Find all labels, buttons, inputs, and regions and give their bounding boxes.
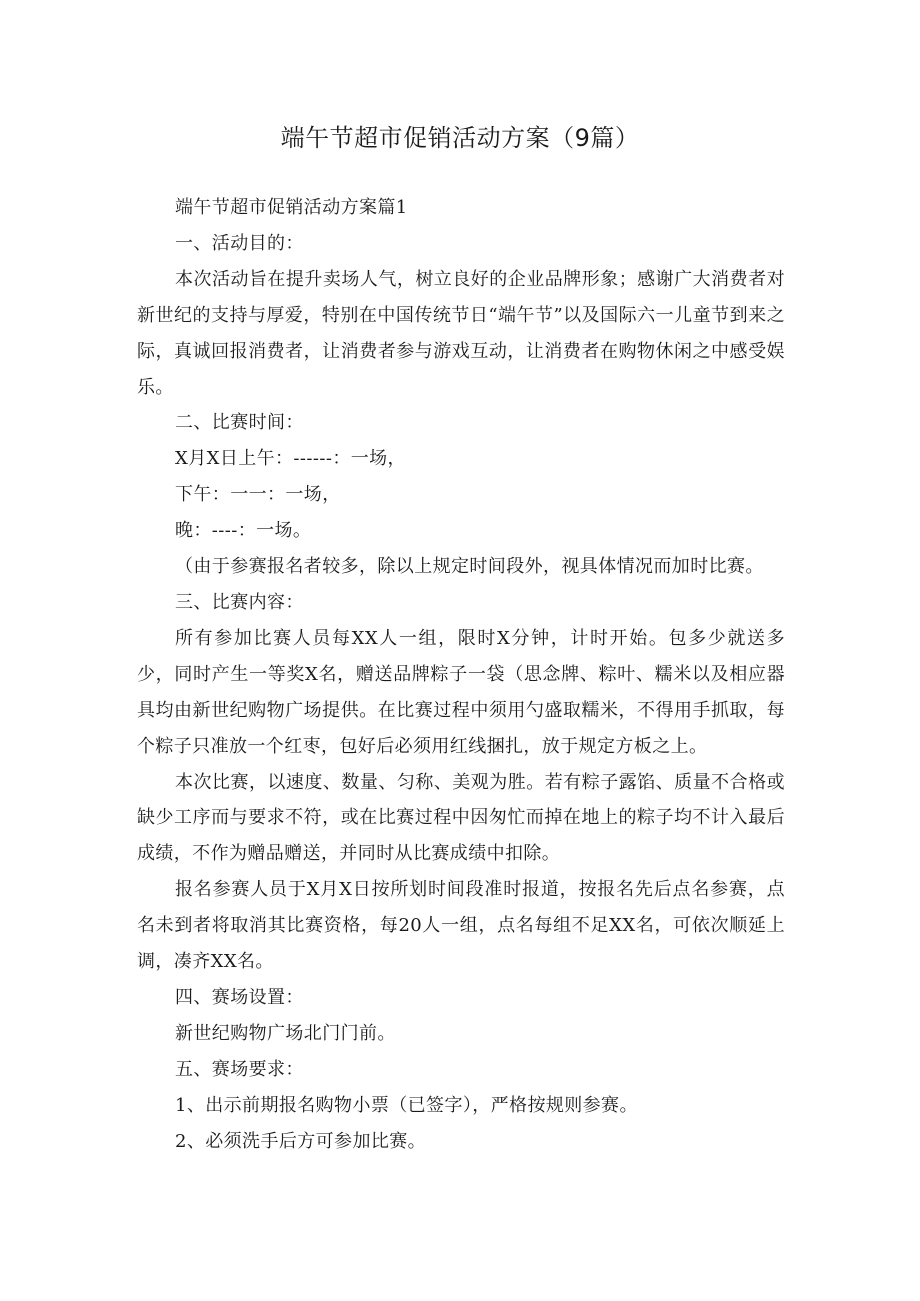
heading-venue-requirements: 五、赛场要求： [175,1058,304,1080]
heading-activity-purpose: 一、活动目的： [175,232,304,254]
requirement-item-1: 1、出示前期报名购物小票（已签字），严格按规则参赛。 [175,1094,638,1116]
paragraph-judging-criteria: 本次比赛，以速度、数量、匀称、美观为胜。若有粽子露馅、质量不合格或缺少工序而与要求不符，或在比赛过程中因匆忙而掉在地上的粽子均不计入最后成绩，不作为赠品赠送，并同时从比赛成绩中扣除。 [137,771,785,865]
heading-competition-time: 二、比赛时间： [175,412,304,434]
document-body [137,190,785,1159]
paragraph-activity-purpose: 本次活动旨在提升卖场人气，树立良好的企业品牌形象；感谢广大消费者对新世纪的支持与厚爱，特别在中国传统节日“端午节”以及国际六一儿童节到来之际，真诚回报消费者，让消费者参与游戏互动，让消费者在购物休闲之中感受娱乐。 [137,268,785,398]
paragraph-time-note: （由于参赛报名者较多，除以上规定时间段外，视具体情况而加时比赛。 [175,556,764,578]
requirement-item-2: 2、必须洗手后方可参加比赛。 [175,1130,427,1152]
paragraph-venue: 新世纪购物广场北门门前。 [175,1022,396,1044]
time-afternoon: 下午：一一：一场， [175,484,341,506]
section-heading: 端午节超市促销活动方案篇1 [175,197,408,218]
paragraph-competition-rules: 所有参加比赛人员每XX人一组，限时X分钟，计时开始。包多少就送多少，同时产生一等奖X名，赠送品牌粽子一袋（思念牌、粽叶、糯米以及相应器具均由新世纪购物广场提供。在比赛过程中须用勺盛取糯米，不得用手抓取，每个粽子只准放一个红枣，包好后必须用红线捆扎，放于规定方板之上。 [137,627,785,757]
heading-competition-content: 三、比赛内容： [175,591,304,613]
time-evening: 晚：----：一场。 [175,520,312,542]
document-title: 端午节超市促销活动方案（9篇） [280,124,640,152]
time-morning: X月X日上午：------：一场， [175,448,406,470]
heading-venue-setup: 四、赛场设置： [175,986,304,1008]
paragraph-registration: 报名参赛人员于X月X日按所划时间段准时报道，按报名先后点名参赛，点名未到者将取消其比赛资格，每20人一组，点名每组不足XX名，可依次顺延上调，凑齐XX名。 [137,879,785,973]
